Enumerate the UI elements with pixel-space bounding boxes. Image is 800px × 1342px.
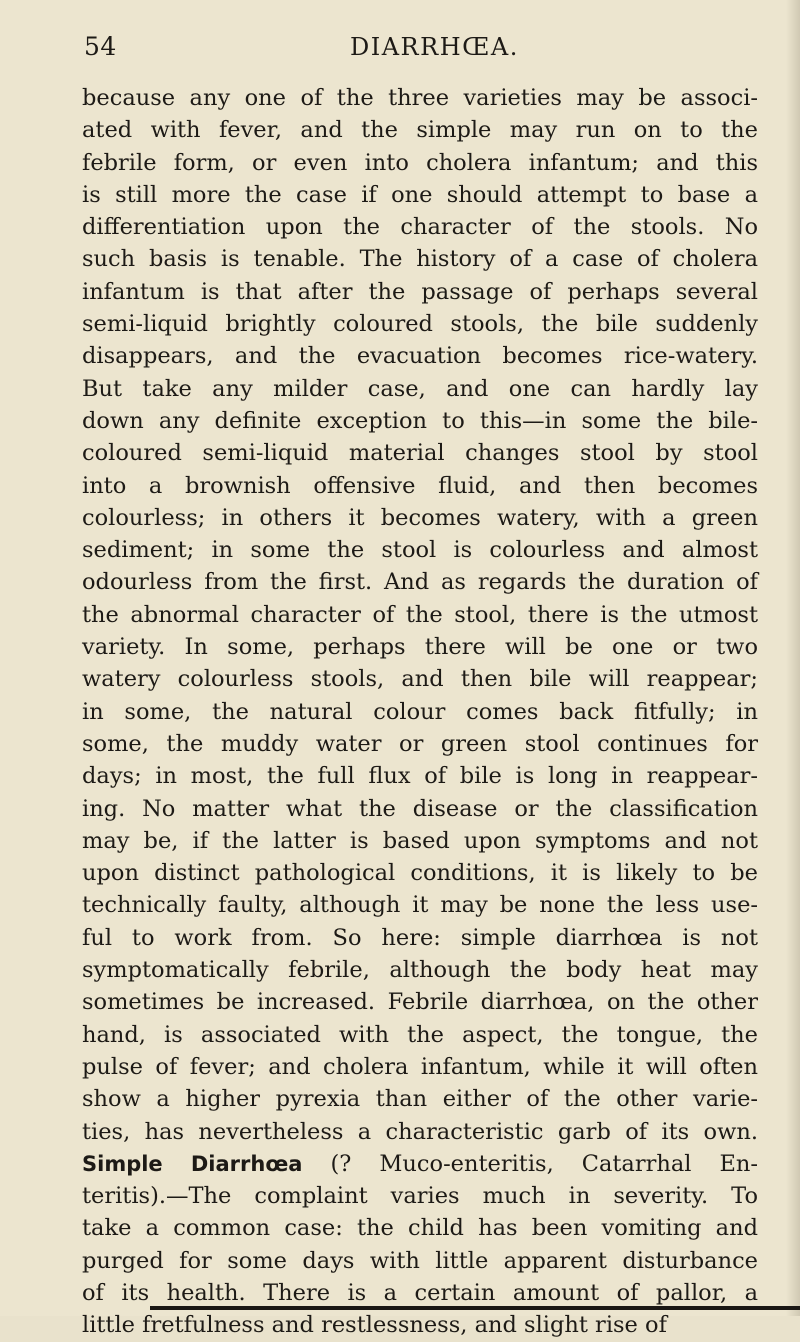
text-line: coloured semi-liquid material changes stool by stool: [82, 440, 758, 467]
text-line: upon distinct pathological conditions, it is likely to be: [82, 860, 758, 887]
text-line: is still more the case if one should attempt to base a: [82, 181, 758, 208]
text-line: infantum is that after the passage of perhaps several: [82, 278, 758, 305]
text-line: of its health. There is a certain amount of pallor, a: [82, 1279, 758, 1306]
running-head: DIARRHŒA.: [350, 33, 519, 61]
section-heading: Simple Diarrhœa: [82, 1151, 303, 1176]
body-text: [82, 82, 758, 1342]
text-line: disappears, and the evacuation becomes rice-watery.: [82, 343, 758, 370]
text-line: into a brownish offensive fluid, and then becomes: [82, 472, 758, 499]
section-heading-continuation: (? Muco-enteritis, Catarrhal En-: [302, 1150, 758, 1177]
text-line: semi-liquid brightly coloured stools, the bile suddenly: [82, 311, 758, 338]
text-line: down any definite exception to this—in some the bile-: [82, 407, 758, 434]
text-line: pulse of fever; and cholera infantum, while it will often: [82, 1053, 758, 1080]
text-line: watery colourless stools, and then bile will reappear;: [82, 666, 758, 693]
text-line: But take any milder case, and one can hardly lay: [82, 375, 758, 402]
bottom-rule: [150, 1306, 800, 1310]
text-line: may be, if the latter is based upon symptoms and not: [82, 827, 758, 854]
text-line: because any one of the three varieties may be associ-: [82, 85, 758, 111]
text-line: ful to work from. So here: simple diarrhœa is not: [82, 924, 758, 951]
text-line: technically faulty, although it may be none the less use-: [82, 892, 758, 919]
section-heading-line: [82, 1148, 758, 1180]
page-edge-shadow: [786, 0, 800, 1316]
text-line: some, the muddy water or green stool continues for: [82, 730, 758, 757]
page-header: [0, 32, 800, 62]
text-line: variety. In some, perhaps there will be one or two: [82, 634, 758, 661]
text-line: show a higher pyrexia than either of the other varie-: [82, 1086, 758, 1113]
text-line: in some, the natural colour comes back fitfully; in: [82, 698, 758, 725]
text-line: ated with fever, and the simple may run on to the: [82, 117, 758, 144]
text-line: ties, has nevertheless a characteristic garb of its own.: [82, 1118, 758, 1145]
text-line: colourless; in others it becomes watery, with a green: [82, 504, 758, 531]
text-line: sediment; in some the stool is colourless and almost: [82, 537, 758, 564]
text-line: sometimes be increased. Febrile diarrhœa, on the other: [82, 989, 758, 1016]
text-line: ing. No matter what the disease or the classification: [82, 795, 758, 822]
text-line: the abnormal character of the stool, there is the utmost: [82, 601, 758, 628]
text-line: days; in most, the full flux of bile is long in reappear-: [82, 763, 758, 790]
text-line: take a common case: the child has been vomiting and: [82, 1215, 758, 1242]
text-line: such basis is tenable. The history of a case of cholera: [82, 246, 758, 273]
text-line: hand, is associated with the aspect, the tongue, the: [82, 1021, 758, 1048]
text-line: odourless from the first. And as regards the duration of: [82, 569, 758, 596]
text-line: symptomatically febrile, although the body heat may: [82, 957, 758, 984]
text-line: little fretfulness and restlessness, and slight rise of: [82, 1312, 667, 1339]
text-line: purged for some days with little apparent disturbance: [82, 1247, 758, 1274]
text-line: febrile form, or even into cholera infantum; and this: [82, 149, 758, 176]
text-line: differentiation upon the character of the stools. No: [82, 214, 758, 241]
text-line: teritis).—The complaint varies much in severity. To: [82, 1183, 758, 1210]
page-number: 54: [84, 32, 117, 61]
